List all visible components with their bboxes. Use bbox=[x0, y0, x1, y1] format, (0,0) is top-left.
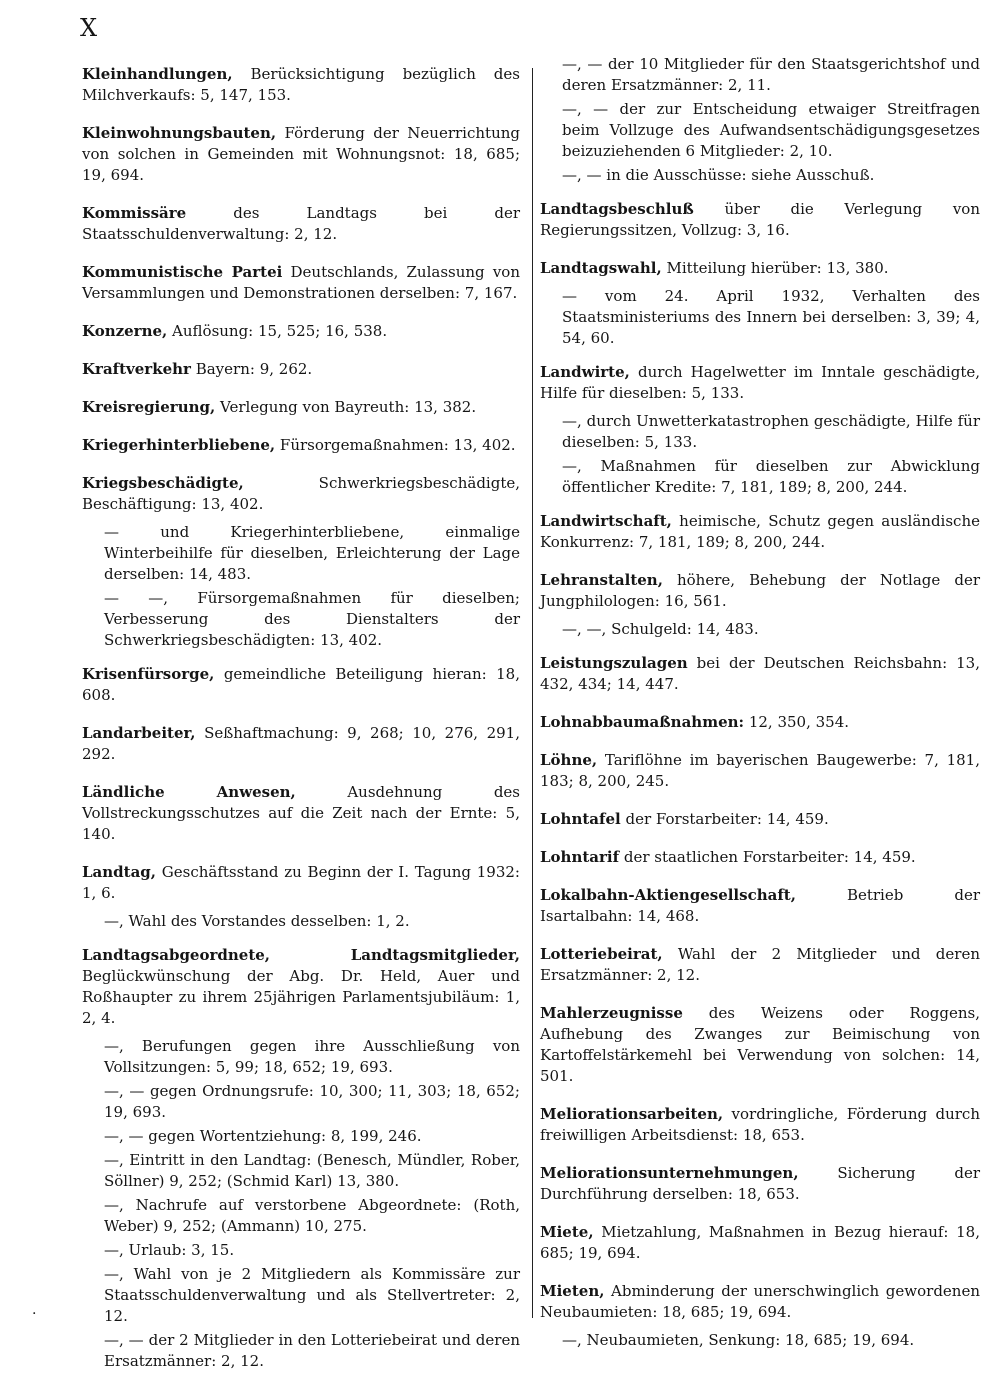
entry-text: —, — der zur Entscheidung etwaiger Streitfragen beim Vollzuge des Aufwandsentschädigungsgesetzes beizuziehenden 6 Mitglieder: 2, 10. bbox=[562, 100, 980, 160]
entry-keyword: Kleinhandlungen, bbox=[82, 65, 233, 83]
index-entry bbox=[540, 1222, 980, 1264]
entry-text: Auflösung: 15, 525; 16, 538. bbox=[167, 322, 388, 340]
index-column-right bbox=[540, 55, 980, 1364]
entry-keyword: Kleinwohnungsbauten, bbox=[82, 124, 277, 142]
index-entry bbox=[82, 588, 520, 651]
entry-keyword: Meliorationsunternehmungen, bbox=[540, 1164, 799, 1182]
entry-text: 12, 350, 354. bbox=[744, 713, 850, 731]
index-entry bbox=[540, 712, 980, 733]
index-entry bbox=[540, 99, 980, 162]
entry-text: Verlegung von Bayreuth: 13, 382. bbox=[215, 398, 477, 416]
index-entry bbox=[540, 258, 980, 279]
entry-text: —, —, Schulgeld: 14, 483. bbox=[562, 620, 759, 638]
index-entry bbox=[540, 885, 980, 927]
entry-keyword: Ländliche Anwesen, bbox=[82, 783, 296, 801]
entry-text: —, Berufungen gegen ihre Ausschließung von Vollsitzungen: 5, 99; 18, 652; 19, 693. bbox=[104, 1037, 520, 1076]
index-entry bbox=[540, 1003, 980, 1087]
index-entry bbox=[540, 653, 980, 695]
index-entry bbox=[540, 511, 980, 553]
entry-keyword: Löhne, bbox=[540, 751, 598, 769]
entry-text: Abminderung der unerschwinglich gewordenen Neubaumieten: 18, 685; 19, 694. bbox=[540, 1282, 980, 1321]
index-entry bbox=[82, 1330, 520, 1372]
index-entry bbox=[540, 944, 980, 986]
entry-text: —, Wahl des Vorstandes desselben: 1, 2. bbox=[104, 912, 410, 930]
entry-text: —, Eintritt in den Landtag: (Benesch, Mündler, Rober, Söllner) 9, 252; (Schmid Karl) 13, 380. bbox=[104, 1151, 520, 1190]
entry-text: bei der Deutschen Reichsbahn: 13, 432, 434; 14, 447. bbox=[540, 654, 980, 693]
index-entry bbox=[82, 945, 520, 1029]
index-entry bbox=[82, 64, 520, 106]
entry-keyword: Mieten, bbox=[540, 1282, 605, 1300]
index-entry bbox=[82, 911, 520, 932]
index-entry bbox=[82, 1240, 520, 1261]
index-entry bbox=[82, 522, 520, 585]
entry-text: heimische, Schutz gegen ausländische Konkurrenz: 7, 181, 189; 8, 200, 244. bbox=[540, 512, 980, 551]
entry-text: Seßhaftmachung: 9, 268; 10, 276, 291, 292. bbox=[82, 724, 520, 763]
entry-text: des Weizens oder Roggens, Aufhebung des Zwanges zur Beimischung von Kartoffelstärkemehl bei Verwendung von solchen: 14, 501. bbox=[540, 1004, 980, 1085]
index-entry bbox=[540, 1163, 980, 1205]
entry-keyword: Leistungszulagen bbox=[540, 654, 688, 672]
index-entry bbox=[82, 782, 520, 845]
entry-keyword: Landtag, bbox=[82, 863, 157, 881]
entry-text: der Forstarbeiter: 14, 459. bbox=[620, 810, 829, 828]
entry-text: Beglückwünschung der Abg. Dr. Held, Auer und Roßhaupter zu ihrem 25jährigen Parlamentsjubiläum: 1, 2, 4. bbox=[82, 967, 520, 1027]
index-entry bbox=[540, 1104, 980, 1146]
index-entry bbox=[540, 809, 980, 830]
entry-keyword: Landtagswahl, bbox=[540, 259, 662, 277]
index-entry bbox=[82, 321, 520, 342]
index-entry bbox=[82, 1081, 520, 1123]
index-entry bbox=[540, 286, 980, 349]
entry-text: —, Urlaub: 3, 15. bbox=[104, 1241, 235, 1259]
entry-text: durch Hagelwetter im Inntale geschädigte, Hilfe für dieselben: 5, 133. bbox=[540, 363, 980, 402]
index-entry bbox=[540, 362, 980, 404]
entry-text: —, — in die Ausschüsse: siehe Ausschuß. bbox=[562, 166, 875, 184]
index-entry bbox=[540, 199, 980, 241]
entry-text: — vom 24. April 1932, Verhalten des Staatsministeriums des Innern bei derselben: 3, 39; 4, 54, 60. bbox=[562, 287, 980, 347]
entry-keyword: Landarbeiter, bbox=[82, 724, 196, 742]
entry-text: Berücksichtigung bezüglich des Milchverkaufs: 5, 147, 153. bbox=[82, 65, 520, 104]
entry-keyword: Kreisregierung, bbox=[82, 398, 216, 416]
index-entry bbox=[540, 456, 980, 498]
entry-text: —, Neubaumieten, Senkung: 18, 685; 19, 694. bbox=[562, 1331, 915, 1349]
index-entry bbox=[82, 664, 520, 706]
entry-text: Bayern: 9, 262. bbox=[190, 360, 313, 378]
index-entry bbox=[82, 862, 520, 904]
index-entry bbox=[540, 847, 980, 868]
entry-keyword: Mahlerzeugnisse bbox=[540, 1004, 683, 1022]
entry-text: Deutschlands, Zulassung von Versammlungen und Demonstrationen derselben: 7, 167. bbox=[82, 263, 520, 302]
index-entry bbox=[82, 203, 520, 245]
index-entry bbox=[82, 397, 520, 418]
entry-text: Schwerkriegsbeschädigte, Beschäftigung: 13, 402. bbox=[82, 474, 520, 513]
entry-text: —, — gegen Wortentziehung: 8, 199, 246. bbox=[104, 1127, 422, 1145]
entry-text: —, Nachrufe auf verstorbene Abgeordnete: (Roth, Weber) 9, 252; (Ammann) 10, 275. bbox=[104, 1196, 520, 1235]
entry-keyword: Krisenfürsorge, bbox=[82, 665, 215, 683]
index-entry bbox=[540, 619, 980, 640]
entry-keyword: Konzerne, bbox=[82, 322, 168, 340]
entry-text: Förderung der Neuerrichtung von solchen in Gemeinden mit Wohnungsnot: 18, 685; 19, 694. bbox=[82, 124, 520, 184]
entry-keyword: Kriegsbeschädigte, bbox=[82, 474, 244, 492]
entry-keyword: Lohntarif bbox=[540, 848, 620, 866]
entry-keyword: Lehranstalten, bbox=[540, 571, 663, 589]
entry-text: Ausdehnung des Vollstreckungsschutzes auf die Zeit nach der Ernte: 5, 140. bbox=[82, 783, 520, 843]
index-entry bbox=[82, 1126, 520, 1147]
index-entry bbox=[82, 1150, 520, 1192]
entry-text: Tariflöhne im bayerischen Baugewerbe: 7, 181, 183; 8, 200, 245. bbox=[540, 751, 980, 790]
index-entry bbox=[540, 411, 980, 453]
entry-keyword: Lohntafel bbox=[540, 810, 621, 828]
entry-text: —, — der 2 Mitglieder in den Lotteriebeirat und deren Ersatzmänner: 2, 12. bbox=[104, 1331, 520, 1370]
entry-text: — und Kriegerhinterbliebene, einmalige Winterbeihilfe für dieselben, Erleichterung der Lage derselben: 14, 483. bbox=[104, 523, 520, 583]
index-entry bbox=[540, 54, 980, 96]
entry-keyword: Kraftverkehr bbox=[82, 360, 191, 378]
index-entry bbox=[82, 359, 520, 380]
index-entry bbox=[540, 1281, 980, 1323]
index-entry bbox=[540, 165, 980, 186]
index-entry bbox=[82, 262, 520, 304]
entry-text: Geschäftsstand zu Beginn der I. Tagung 1932: 1, 6. bbox=[82, 863, 520, 902]
index-entry bbox=[82, 1264, 520, 1327]
entry-keyword: Landwirte, bbox=[540, 363, 630, 381]
entry-text: des Landtags bei der Staatsschuldenverwaltung: 2, 12. bbox=[82, 204, 520, 243]
index-entry bbox=[82, 123, 520, 186]
entry-keyword: Landtagsbeschluß bbox=[540, 200, 694, 218]
entry-text: über die Verlegung von Regierungssitzen, Vollzug: 3, 16. bbox=[540, 200, 980, 239]
entry-text: Betrieb der Isartalbahn: 14, 468. bbox=[540, 886, 980, 925]
entry-keyword: Meliorationsarbeiten, bbox=[540, 1105, 724, 1123]
entry-text: — —, Fürsorgemaßnahmen für dieselben; Verbesserung des Dienstalters der Schwerkriegsbeschädigten: 13, 402. bbox=[104, 589, 520, 649]
entry-text: —, Wahl von je 2 Mitgliedern als Kommissäre zur Staatsschuldenverwaltung und als Stellvertreter: 2, 12. bbox=[104, 1265, 520, 1325]
index-entry bbox=[82, 435, 520, 456]
entry-text: Mitteilung hierüber: 13, 380. bbox=[661, 259, 889, 277]
entry-keyword: Kriegerhinterbliebene, bbox=[82, 436, 276, 454]
entry-text: Sicherung der Durchführung derselben: 18, 653. bbox=[540, 1164, 980, 1203]
index-entry bbox=[540, 570, 980, 612]
entry-text: höhere, Behebung der Notlage der Jungphilologen: 16, 561. bbox=[540, 571, 980, 610]
entry-text: gemeindliche Beteiligung hieran: 18, 608. bbox=[82, 665, 520, 704]
entry-text: Mietzahlung, Maßnahmen in Bezug hierauf: 18, 685; 19, 694. bbox=[540, 1223, 980, 1262]
entry-keyword: Landtagsabgeordnete, Landtagsmitglieder, bbox=[82, 946, 520, 964]
entry-text: —, Maßnahmen für dieselben zur Abwicklung öffentlicher Kredite: 7, 181, 189; 8, 200, 244. bbox=[562, 457, 980, 496]
index-column-left bbox=[82, 64, 520, 1385]
entry-text: der staatlichen Forstarbeiter: 14, 459. bbox=[619, 848, 916, 866]
entry-text: Wahl der 2 Mitglieder und deren Ersatzmänner: 2, 12. bbox=[540, 945, 980, 984]
column-divider bbox=[532, 68, 533, 1318]
index-entry bbox=[540, 1330, 980, 1351]
entry-text: —, — gegen Ordnungsrufe: 10, 300; 11, 303; 18, 652; 19, 693. bbox=[104, 1082, 520, 1121]
entry-text: vordringliche, Förderung durch freiwilligen Arbeitsdienst: 18, 653. bbox=[540, 1105, 980, 1144]
margin-mark: . bbox=[32, 1302, 37, 1318]
entry-keyword: Landwirtschaft, bbox=[540, 512, 672, 530]
index-entry bbox=[82, 1195, 520, 1237]
index-entry bbox=[82, 1036, 520, 1078]
entry-text: —, durch Unwetterkatastrophen geschädigte, Hilfe für dieselben: 5, 133. bbox=[562, 412, 980, 451]
entry-keyword: Lokalbahn-Aktiengesellschaft, bbox=[540, 886, 796, 904]
index-entry bbox=[540, 750, 980, 792]
entry-text: —, — der 10 Mitglieder für den Staatsgerichtshof und deren Ersatzmänner: 2, 11. bbox=[562, 55, 980, 94]
entry-keyword: Kommunistische Partei bbox=[82, 263, 283, 281]
entry-keyword: Lotteriebeirat, bbox=[540, 945, 663, 963]
index-entry bbox=[82, 723, 520, 765]
entry-keyword: Kommissäre bbox=[82, 204, 187, 222]
index-entry bbox=[82, 473, 520, 515]
entry-keyword: Lohnabbaumaßnahmen: bbox=[540, 713, 745, 731]
page-number: X bbox=[80, 14, 98, 42]
entry-text: Fürsorgemaßnahmen: 13, 402. bbox=[275, 436, 516, 454]
entry-keyword: Miete, bbox=[540, 1223, 594, 1241]
